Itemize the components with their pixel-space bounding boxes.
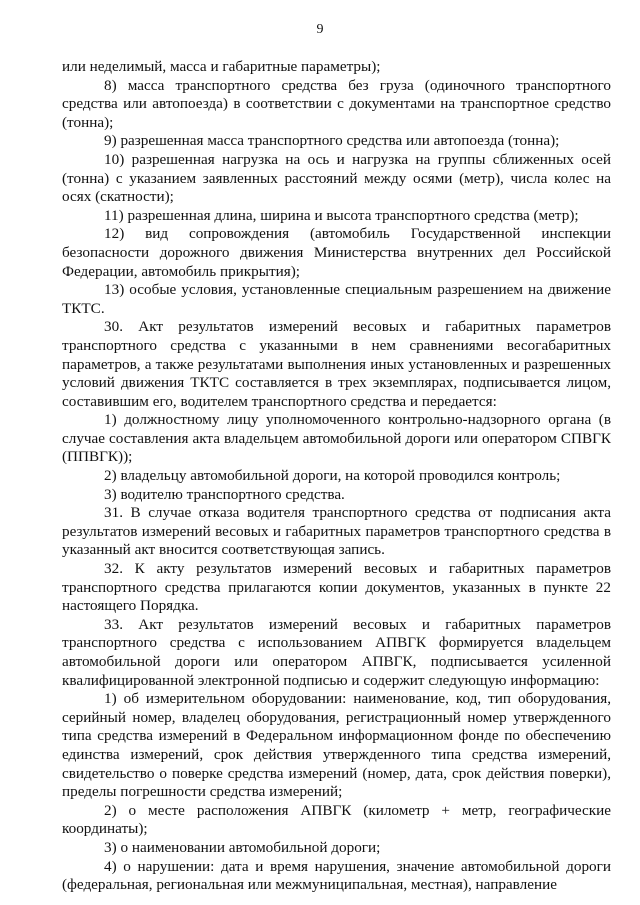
document-body [62,58,611,895]
section-30-item-1: 1) должностному лицу уполномоченного контрольно-надзорного органа (в случае составления акта владельцем автомобильной дороги или оператором СПВГК (ППВГК)); [62,411,611,466]
page-number: 9 [316,22,324,37]
section-30: 30. Акт результатов измерений весовых и габаритных параметров транспортного средства с указанными в нем сравнениями весогабаритных параметров, а также результатами выполнения иных установленных и разрешенных условий движения ТКТС составляется в трех экземплярах, подписывается лицом, составившим его, водителем транспортного средства и передается: [62,318,611,410]
item-8-vehicle-mass: 8) масса транспортного средства без груза (одиночного транспортного средства или автопоезда) в соответствии с документами на транспортное средство (тонна); [62,76,611,131]
paragraph-continuation: или неделимый, масса и габаритные параметры); [62,58,381,75]
item-12-escort: 12) вид сопровождения (автомобиль Государственной инспекции безопасности дорожного движения Министерства внутренних дел Российской Федерации, автомобиль прикрытия); [62,225,611,280]
item-9-permitted-mass: 9) разрешенная масса транспортного средства или автопоезда (тонна); [104,132,560,150]
section-33: 33. Акт результатов измерений весовых и габаритных параметров транспортного средства с использованием АПВГК формируется владельцем автомобильной дороги или оператором АПВГК, подписывается усиленной квалифицированной электронной подписью и содержит следующую информацию: [62,615,611,689]
item-13-special-conditions: 13) особые условия, установленные специальным разрешением на движение ТКТС. [62,281,611,317]
section-32: 32. К акту результатов измерений весовых и габаритных параметров транспортного средства прилагаются копии документов, указанных в пункте 22 настоящего Порядка. [62,560,611,615]
section-30-item-2: 2) владельцу автомобильной дороги, на которой проводился контроль; [104,467,561,485]
section-33-item-4: 4) о нарушении: дата и время нарушения, значение автомобильной дороги (федеральная, региональная или межмуниципальная, местная), направление [62,857,611,894]
section-30-item-3: 3) водителю транспортного средства. [104,485,345,503]
item-10-axle-load: 10) разрешенная нагрузка на ось и нагрузка на группы сближенных осей (тонна) с указанием заявленных расстояний между осями (метр), числа колес на осях (скатности); [62,150,611,206]
section-31: 31. В случае отказа водителя транспортного средства от подписания акта результатов измерений весовых и габаритных параметров транспортного средства в указанный акт вносится соответствующая запись. [62,504,611,559]
section-33-item-3: 3) о наименовании автомобильной дороги; [104,838,381,856]
section-33-item-1: 1) об измерительном оборудовании: наименование, код, тип оборудования, серийный номер, владелец оборудования, регистрационный номер утвержденного типа средства измерений в Федеральном информационном фонде по обеспечению единства измерений, срок действия утвержденного типа средства измерений, свидетельство о поверке средства измерений (номер, дата, срок действия поверки), пределы погрешности средства измерений; [62,690,611,801]
item-11-dimensions: 11) разрешенная длина, ширина и высота транспортного средства (метр); [104,206,579,224]
section-33-item-2: 2) о месте расположения АПВГК (километр + метр, географические координаты); [62,801,611,838]
